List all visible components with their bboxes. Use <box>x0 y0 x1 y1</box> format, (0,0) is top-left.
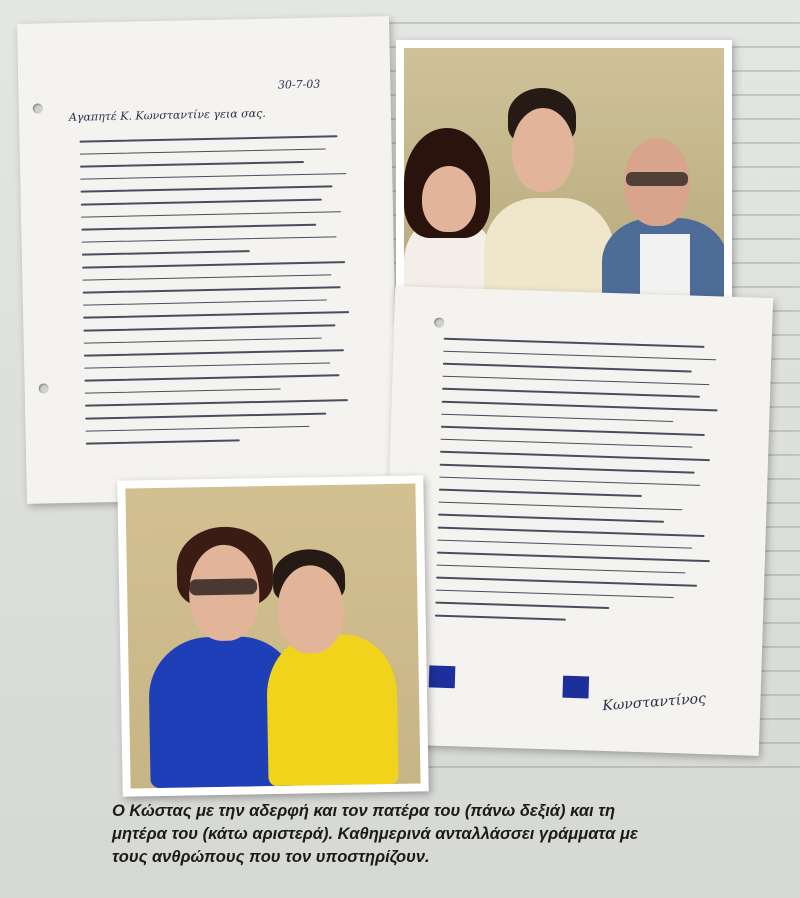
handwriting-lines <box>79 135 366 456</box>
caption-line-1: Ο Κώστας με την αδερφή και τον πατέρα του (πάνω δεξιά) και τη <box>112 802 616 820</box>
caption-line-2: μητέρα του (κάτω αριστερά). Καθημερινά ανταλλάσσει γράμματα με <box>112 825 638 843</box>
letter-greeting: Αγαπητέ Κ. Κωνσταντίνε γεια σας. <box>68 106 266 124</box>
letter-signature: Κωνσταντίνος <box>601 690 707 715</box>
photo-image <box>125 483 420 788</box>
handwriting-lines <box>435 338 734 637</box>
photo-family-top-right <box>396 40 732 322</box>
caption-line-3: τους ανθρώπους που τον υποστηρίζουν. <box>112 848 430 866</box>
handwritten-letter-2 <box>381 286 773 756</box>
photo-mother-bottom-left <box>117 475 428 796</box>
tape-piece <box>429 665 456 688</box>
letter-date: 30-7-03 <box>277 77 321 92</box>
tape-piece <box>562 676 589 699</box>
photo-image <box>404 48 724 314</box>
punch-hole <box>39 383 49 393</box>
kostas-figure <box>266 634 399 786</box>
sunglasses-icon <box>626 172 688 186</box>
handwritten-letter-1 <box>17 16 399 504</box>
punch-hole <box>33 103 43 113</box>
photo-caption <box>112 800 762 869</box>
punch-hole <box>434 317 444 327</box>
sunglasses-icon <box>189 578 257 595</box>
